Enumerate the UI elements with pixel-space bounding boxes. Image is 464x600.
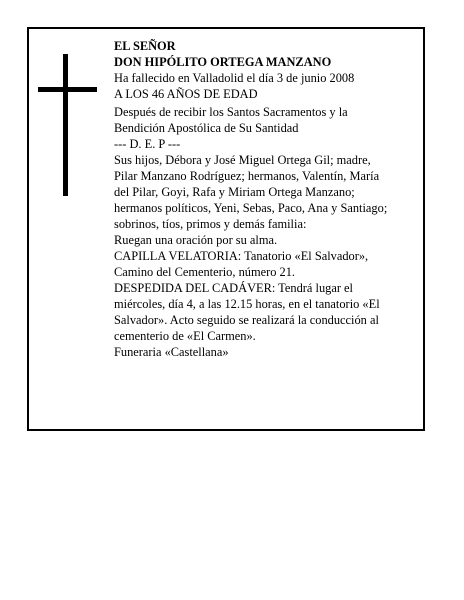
funeral-home: Funeraria «Castellana»	[114, 345, 229, 359]
obituary-text	[114, 38, 420, 360]
family-line: del Pilar, Goyi, Rafa y Miriam Ortega Manzano;	[114, 185, 355, 199]
farewell-line: cementerio de «El Carmen».	[114, 329, 256, 343]
title-line-1: EL SEÑOR	[114, 39, 176, 53]
farewell-line: Salvador». Acto seguido se realizará la conducción al	[114, 313, 379, 327]
family-line: hermanos políticos, Yeni, Sebas, Paco, Ana y Santiago;	[114, 201, 388, 215]
age-line: A LOS 46 AÑOS DE EDAD	[114, 87, 258, 101]
cross-icon	[63, 54, 68, 196]
family-line: Pilar Manzano Rodríguez; hermanos, Valentín, María	[114, 169, 380, 183]
farewell-line: miércoles, día 4, a las 12.15 horas, en el tanatorio «El	[114, 297, 380, 311]
sacraments-line: Bendición Apostólica de Su Santidad	[114, 121, 299, 135]
sacraments-line: Después de recibir los Santos Sacramentos y la	[114, 105, 348, 119]
deceased-line: Ha fallecido en Valladolid el día 3 de junio 2008	[114, 71, 355, 85]
deceased-name: DON HIPÓLITO ORTEGA MANZANO	[114, 55, 332, 69]
farewell-line: DESPEDIDA DEL CADÁVER: Tendrá lugar el	[114, 281, 353, 295]
chapel-line: CAPILLA VELATORIA: Tanatorio «El Salvador»,	[114, 249, 369, 263]
cross-icon-bar	[38, 87, 97, 92]
prayer-line: Ruegan una oración por su alma.	[114, 233, 278, 247]
family-line: sobrinos, tíos, primos y demás familia:	[114, 217, 307, 231]
rip-line: --- D. E. P ---	[114, 137, 181, 151]
chapel-line: Camino del Cementerio, número 21.	[114, 265, 296, 279]
family-line: Sus hijos, Débora y José Miguel Ortega Gil; madre,	[114, 153, 371, 167]
